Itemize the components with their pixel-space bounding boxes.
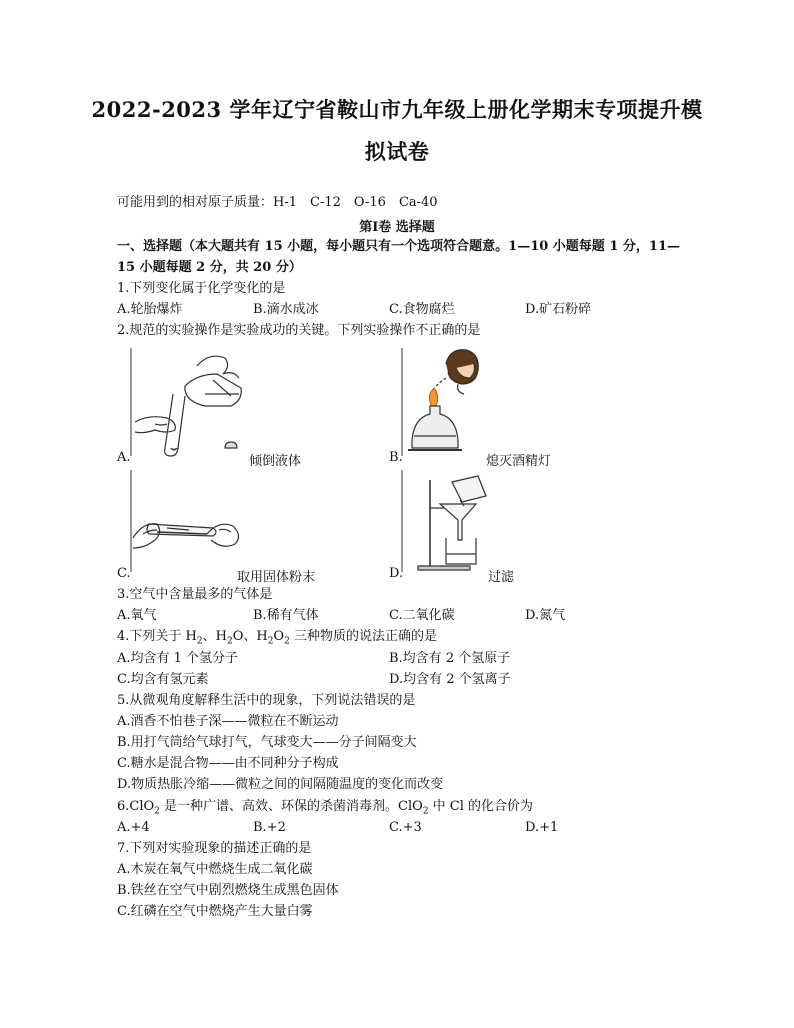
volume-heading: 第Ⅰ卷 选择题 (359, 220, 435, 235)
q6-option-c: C.+3 (389, 820, 422, 835)
q3-option-c: C.二氧化碳 (389, 608, 455, 623)
q1-stem: 1.下列变化属于化学变化的是 (117, 281, 286, 296)
q4-option-a: A.均含有 1 个氢分子 (117, 651, 239, 666)
q2-figure-b-caption: 熄灭酒精灯 (486, 454, 552, 469)
q4-stem-part: O (273, 629, 285, 644)
q1-option-a: A.轮胎爆炸 (117, 302, 183, 317)
figure-blowing-out-lamp (400, 344, 500, 460)
q2-figure-a-caption: 倾倒液体 (249, 454, 302, 469)
q2-stem: 2.规范的实验操作是实验成功的关键。下列实验操作不正确的是 (117, 323, 481, 338)
q6-stem-part: 中 Cl 的化合价为 (428, 799, 534, 814)
section-heading-line2: 15 小题每题 2 分，共 20 分） (117, 260, 302, 275)
q4-stem-part: 三种物质的说法正确的是 (289, 629, 437, 644)
q6-stem-part: 是一种广谱、高效、环保的杀菌消毒剂。ClO (159, 799, 423, 814)
q3-option-b: B.稀有气体 (253, 608, 319, 623)
q6-stem-subscript: 2 (154, 806, 160, 817)
q7-option-a: A.木炭在氧气中燃烧生成二氧化碳 (117, 862, 313, 877)
q7-option-c: C.红磷在空气中燃烧产生大量白雾 (117, 904, 313, 919)
q4-stem-part: 、H (202, 629, 227, 644)
q6-stem-part: 6.ClO (117, 799, 155, 814)
q3-option-a: A.氧气 (117, 608, 157, 623)
q1-option-c: C.食物腐烂 (389, 302, 455, 317)
q1-option-d: D.矿石粉碎 (525, 302, 592, 317)
q3-stem: 3.空气中含量最多的气体是 (117, 587, 273, 602)
q5-option-a: A.酒香不怕巷子深——微粒在不断运动 (117, 714, 339, 729)
q6-stem (117, 798, 533, 821)
q4-stem (117, 628, 437, 651)
q7-option-b: B.铁丝在空气中剧烈燃烧生成黑色固体 (117, 883, 339, 898)
q2-figure-c-caption: 取用固体粉末 (237, 570, 316, 585)
q2-figure-d-caption: 过滤 (488, 570, 515, 585)
q6-stem-subscript: 2 (422, 806, 429, 817)
section-heading-line1: 一、选择题（本大题共有 15 小题，每小题只有一个选项符合题意。1—10 小题每题 1 分，11— (117, 239, 680, 254)
figure-filtration (400, 468, 490, 574)
q2-figure-a-letter: A. (117, 450, 131, 465)
q4-stem-subscript: 2 (226, 636, 233, 647)
figure-taking-solid-powder (127, 468, 247, 574)
q6-option-a: A.+4 (117, 820, 150, 835)
q7-stem: 7.下列对实验现象的描述正确的是 (117, 841, 312, 856)
q2-figure-d-letter: D. (389, 566, 404, 581)
q6-option-b: B.+2 (253, 820, 286, 835)
q6-option-d: D.+1 (525, 820, 559, 835)
q4-stem-subscript: 2 (267, 636, 274, 647)
q1-option-b: B.滴水成冰 (253, 302, 319, 317)
exam-title-line2: 拟试卷 (364, 139, 430, 164)
q2-figure-c-letter: C. (117, 566, 131, 581)
atomic-mass-note: 可能用到的相对原子质量：H-1 C-12 O-16 Ca-40 (117, 195, 438, 210)
exam-title-line1: 2022-2023 学年辽宁省鞍山市九年级上册化学期末专项提升模 (91, 97, 703, 122)
q4-option-b: B.均含有 2 个氢原子 (389, 651, 511, 666)
figure-pouring-liquid (127, 344, 247, 460)
q4-stem-part: 4.下列关于 H (117, 629, 197, 644)
q4-option-d: D.均含有 2 个氢离子 (389, 672, 511, 687)
q4-stem-subscript: 2 (196, 636, 203, 647)
q4-stem-part: O、H (232, 629, 268, 644)
q4-stem-subscript: 2 (284, 636, 290, 647)
q4-option-c: C.均含有氢元素 (117, 672, 209, 687)
q2-figure-b-letter: B. (389, 450, 403, 465)
q3-option-d: D.氮气 (525, 608, 566, 623)
q5-option-c: C.糖水是混合物——由不同种分子构成 (117, 756, 339, 771)
q5-option-b: B.用打气筒给气球打气，气球变大——分子间隔变大 (117, 735, 417, 750)
q5-option-d: D.物质热胀冷缩——微粒之间的间隔随温度的变化而改变 (117, 777, 444, 792)
q5-stem: 5.从微观角度解释生活中的现象，下列说法错误的是 (117, 693, 416, 708)
